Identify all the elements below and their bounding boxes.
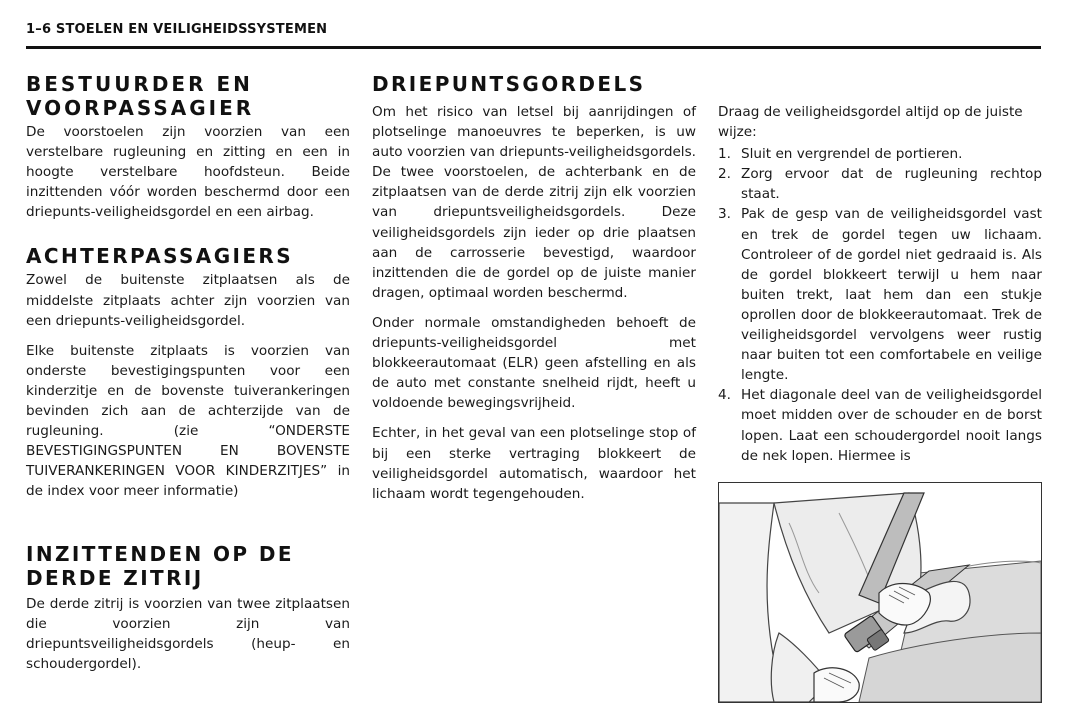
seatbelt-illustration [718,482,1042,703]
section-title-three-point: DRIEPUNTSGORDELS [372,72,646,96]
paragraph-third-row: De derde zitrij is voorzien van twee zitplaatsen die voorzien zijn van driepuntsveiligheidsgordels (heup- en schoudergordel). [26,595,350,672]
column-2 [372,72,696,504]
seatbelt-buckle-drawing [719,483,1041,702]
running-head: 1–6 STOELEN EN VEILIGHEIDSSYSTEMEN [26,22,328,37]
paragraph-rear-2: Elke buitenste zitplaats is voorzien van onderste bevestigingspunten voor een kinderzitje en de bovenste tuiverankeringen bevinden zich aan de achterzijde van de rugleuning. (zie “ONDERSTE BEVESTIGINGSPUNTEN EN BOVENSTE TUIVERANKERINGEN VOOR KINDERZITJES” in de index voor meer informatie) [26,342,350,500]
column-1 [26,72,350,674]
column-3 [718,102,1042,466]
list-item: 1. Sluit en vergrendel de portieren. [718,146,963,163]
list-item: 3. Pak de gesp van de veiligheidsgordel vast en trek de gordel tegen uw lichaam. Controleer of de gordel niet gedraaid is. Als de gordel blokkeert terwijl u hem naar buiten trekt, laat hem dan een stukje oprollen door de blokkeerautomaat. Trek de veiligheidsgordel vervolgens weer rustig naar buiten tot een comfortabele en veilige lengte. [718,206,1042,384]
paragraph-intro: Draag de veiligheidsgordel altijd op de juiste wijze: [718,104,1023,141]
list-item: 4. Het diagonale deel van de veiligheidsgordel moet midden over de schouder en de borst lopen. Laat een schoudergordel nooit langs de nek lopen. Hiermee is [718,387,1042,464]
paragraph-three-point-2: Onder normale omstandigheden behoeft de driepunts-veiligheidsgordel met blokkeerautomaat (ELR) geen afstelling en als de auto met constante snelheid rijdt, heeft u voldoende bewegingsvrijheid. [372,314,696,412]
section-title-rear: ACHTERPASSAGIERS [26,244,294,269]
section-title-driver: BESTUURDER EN VOORPASSAGIER [26,72,255,120]
list-item: 2. Zorg ervoor dat de rugleuning rechtop staat. [718,166,1042,203]
steps-list [718,144,1042,466]
section-title-third-row: INZITTENDEN OP DE DERDE ZITRIJ [26,541,294,590]
header-rule [26,46,1041,49]
paragraph-rear-1: Zowel de buitenste zitplaatsen als de middelste zitplaats achter zijn voorzien van een driepunts-veiligheidsgordel. [26,272,350,329]
paragraph-three-point-1: Om het risico van letsel bij aanrijdingen of plotselinge manoeuvres te beperken, is uw auto voorzien van driepunts-veiligheidsgordels. De twee voorstoelen, de achterbank en de zitplaatsen van de derde zitrij zijn elk voorzien van driepuntsveiligheidsgordels. Deze veiligheidsgordels zijn ieder op drie plaatsen aan de carrosserie bevestigd, waardoor inzittenden die de gordel op de juiste manier dragen, optimaal worden beschermd. [372,104,696,301]
paragraph-driver: De voorstoelen zijn voorzien van een verstelbare rugleuning en zitting en een in hoogte verstelbare hoofdsteun. Beide inzittenden vóór worden beschermd door een driepunts-veiligheidsgordel en een airbag. [26,124,350,221]
paragraph-three-point-3: Echter, in het geval van een plotselinge stop of bij een sterke vertraging blokkeert de veiligheidsgordel automatisch, waardoor het lichaam wordt tegengehouden. [372,425,696,502]
